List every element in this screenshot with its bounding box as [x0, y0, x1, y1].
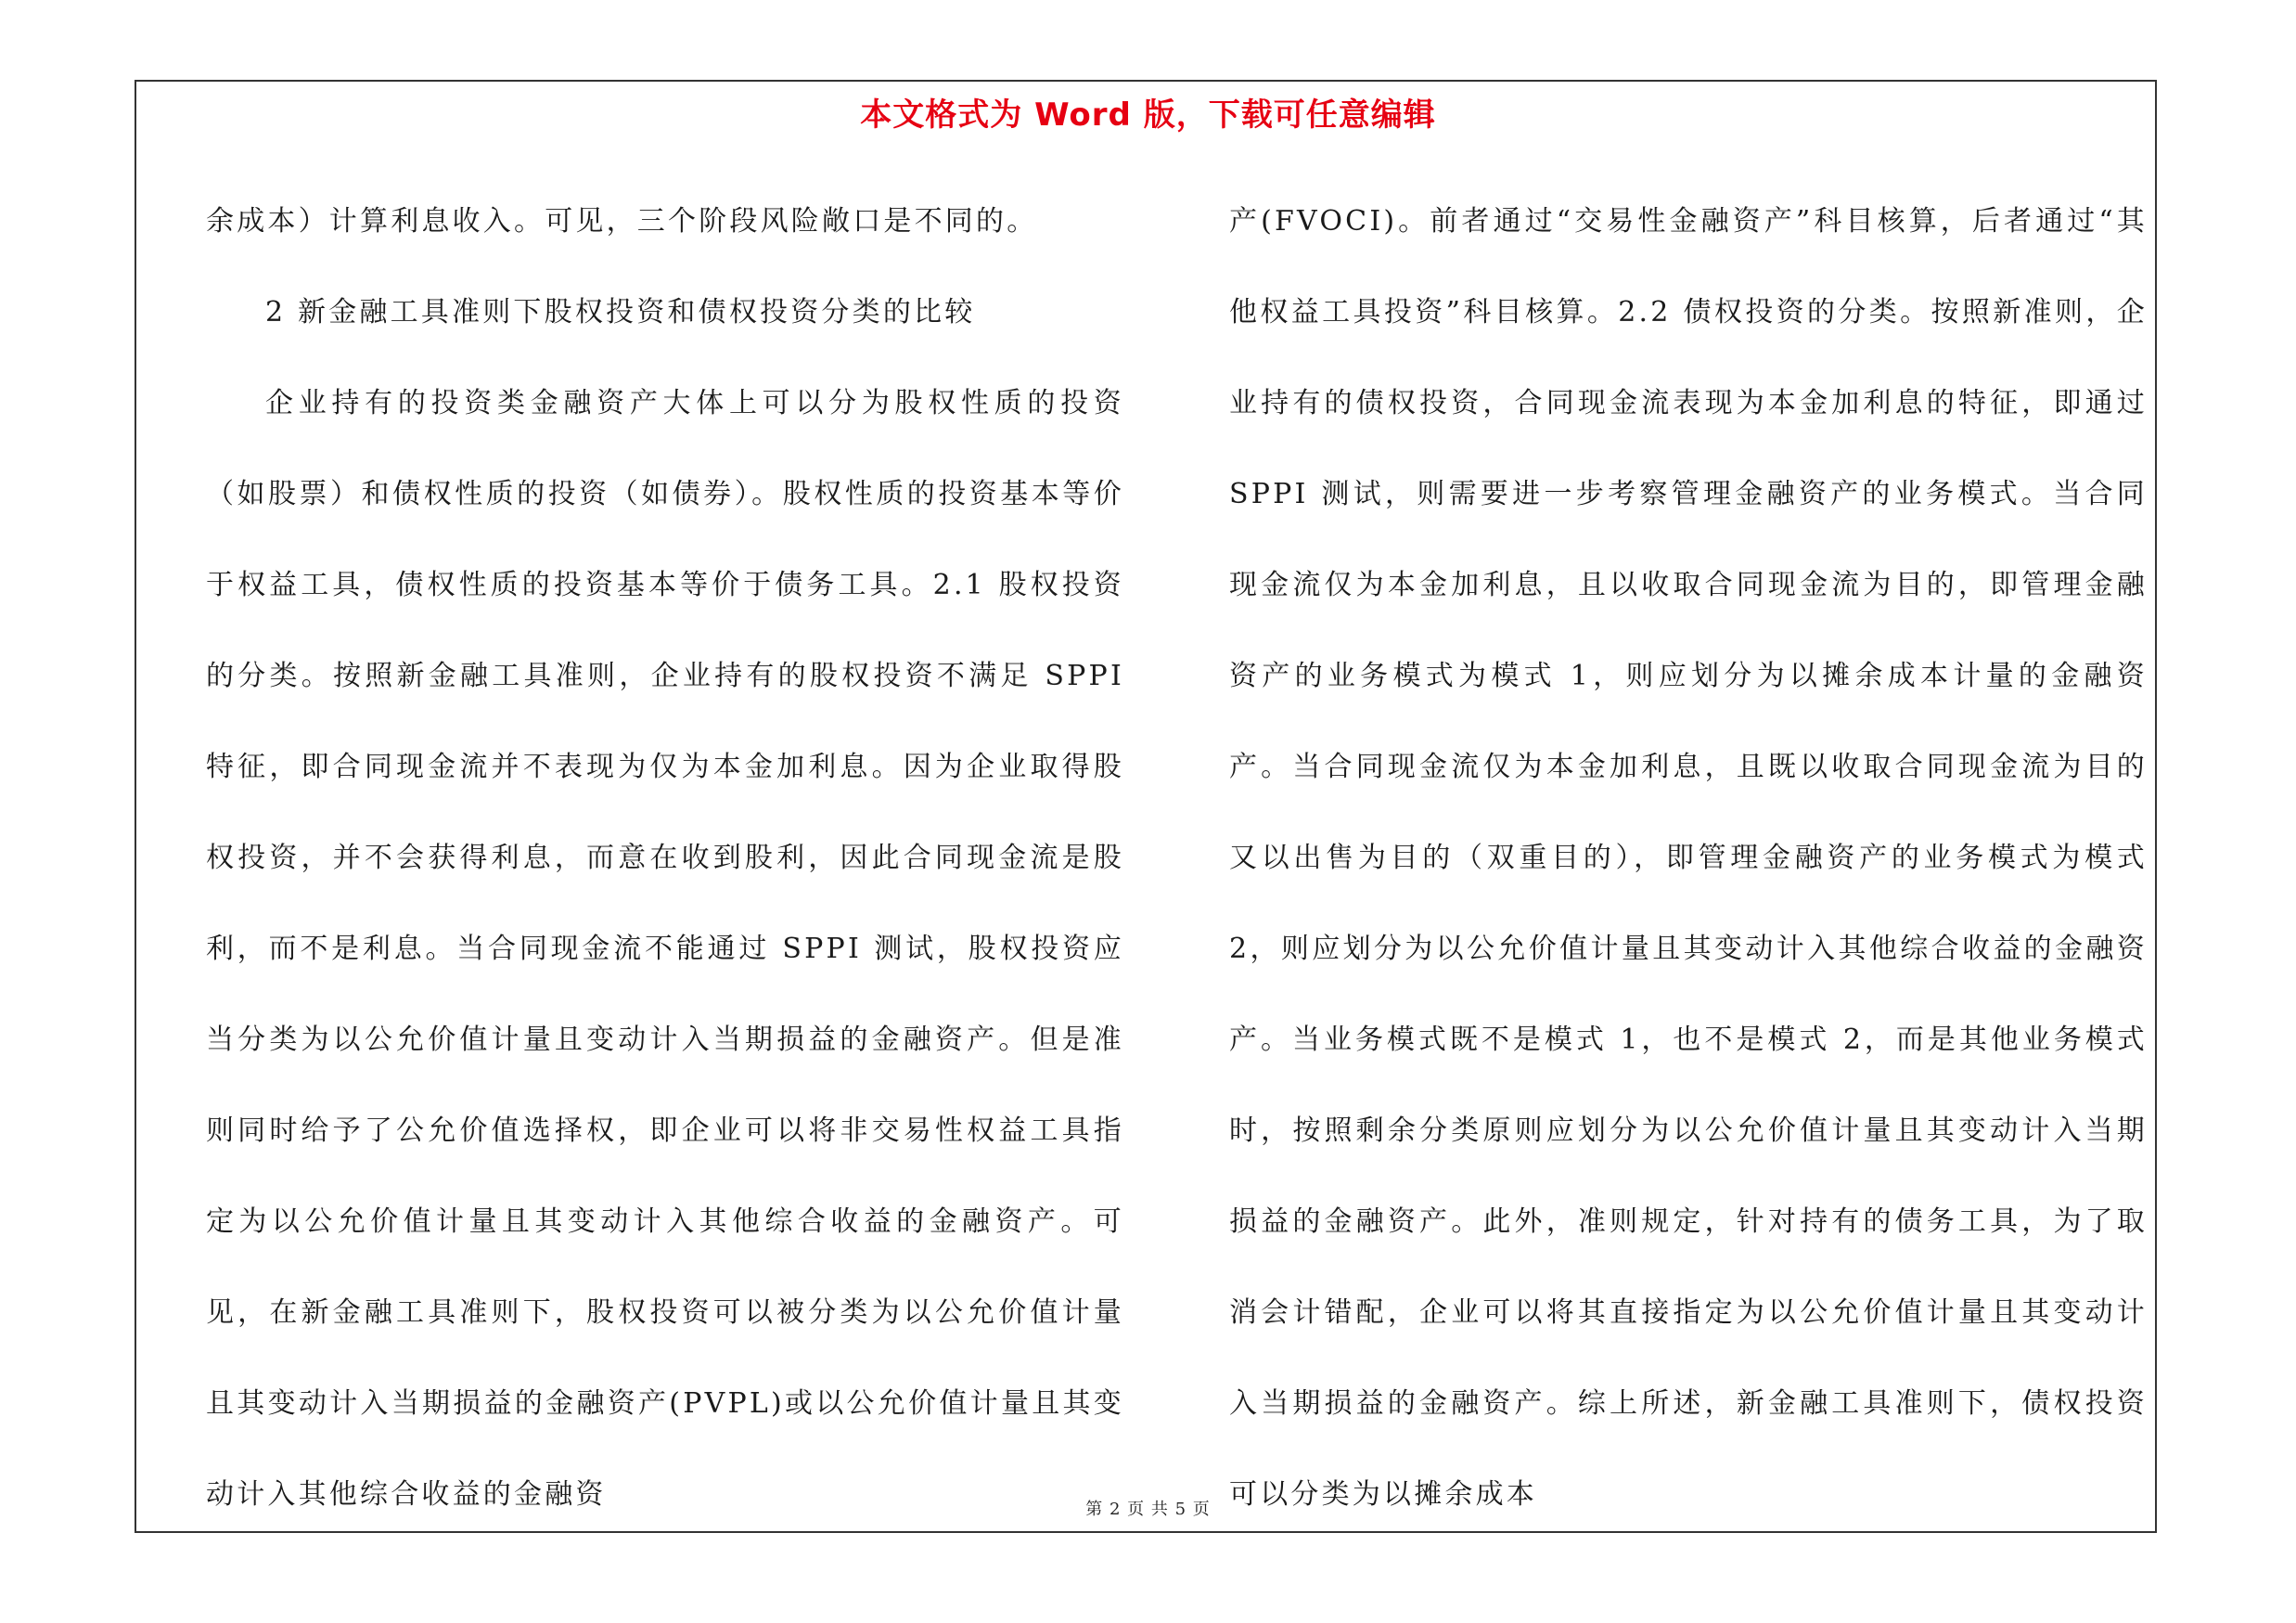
right-column — [1229, 176, 2148, 1540]
section-heading: 2 新金融工具准则下股权投资和债权投资分类的比较 — [265, 296, 976, 328]
paragraph-continuation: 产(FVOCI)。前者通过“交易性金融资产”科目核算，后者通过“其他权益工具投资”科目核算。2.2 债权投资的分类。按照新准则，企业持有的债权投资，合同现金流表现为本金加利息的特征，即通过 SPPI 测试，则需要进一步考察管理金融资产的业务模式。当合同现金流仅为本金加利息，且以收取合同现金流为目的，即管理金融资产的业务模式为模式 1，则应划分为以摊余成本计量的金融资产。当合同现金流仅为本金加利息，且既以收取合同现金流为目的又以出售为目的（双重目的），即管理金融资产的业务模式为模式 2，则应划分为以公允价值计量且其变动计入其他综合收益的金融资产。当业务模式既不是模式 1，也不是模式 2，而是其他业务模式时，按照剩余分类原则应划分为以公允价值计量且其变动计入当期损益的金融资产。此外，准则规定，针对持有的债务工具，为了取消会计错配，企业可以将其直接指定为以公允价值计量且其变动计入当期损益的金融资产。综上所述，新金融工具准则下，债权投资可以分类为以摊余成本 — [1229, 205, 2148, 1511]
paragraph-continuation: 余成本）计算利息收入。可见，三个阶段风险敞口是不同的。 — [206, 205, 1038, 238]
page-number: 第 2 页 共 5 页 — [1085, 1500, 1211, 1519]
format-notice-banner: 本文格式为 Word 版，下载可任意编辑 — [860, 97, 1436, 134]
paragraph-body: 企业持有的投资类金融资产大体上可以分为股权性质的投资（如股票）和债权性质的投资（如债券）。股权性质的投资基本等价于权益工具，债权性质的投资基本等价于债务工具。2.1 股权投资的分类。按照新金融工具准则，企业持有的股权投资不满足 SPPI 特征，即合同现金流并不表现为仅为本金加利息。因为企业取得股权投资，并不会获得利息，而意在收到股利，因此合同现金流是股利，而不是利息。当合同现金流不能通过 SPPI 测试，股权投资应当分类为以公允价值计量且变动计入当期损益的金融资产。但是准则同时给予了公允价值选择权，即企业可以将非交易性权益工具指定为以公允价值计量且其变动计入其他综合收益的金融资产。可见，在新金融工具准则下，股权投资可以被分类为以公允价值计量且其变动计入当期损益的金融资产(PVPL)或以公允价值计量且其变动计入其他综合收益的金融资 — [206, 387, 1124, 1511]
left-column — [206, 176, 1124, 1540]
